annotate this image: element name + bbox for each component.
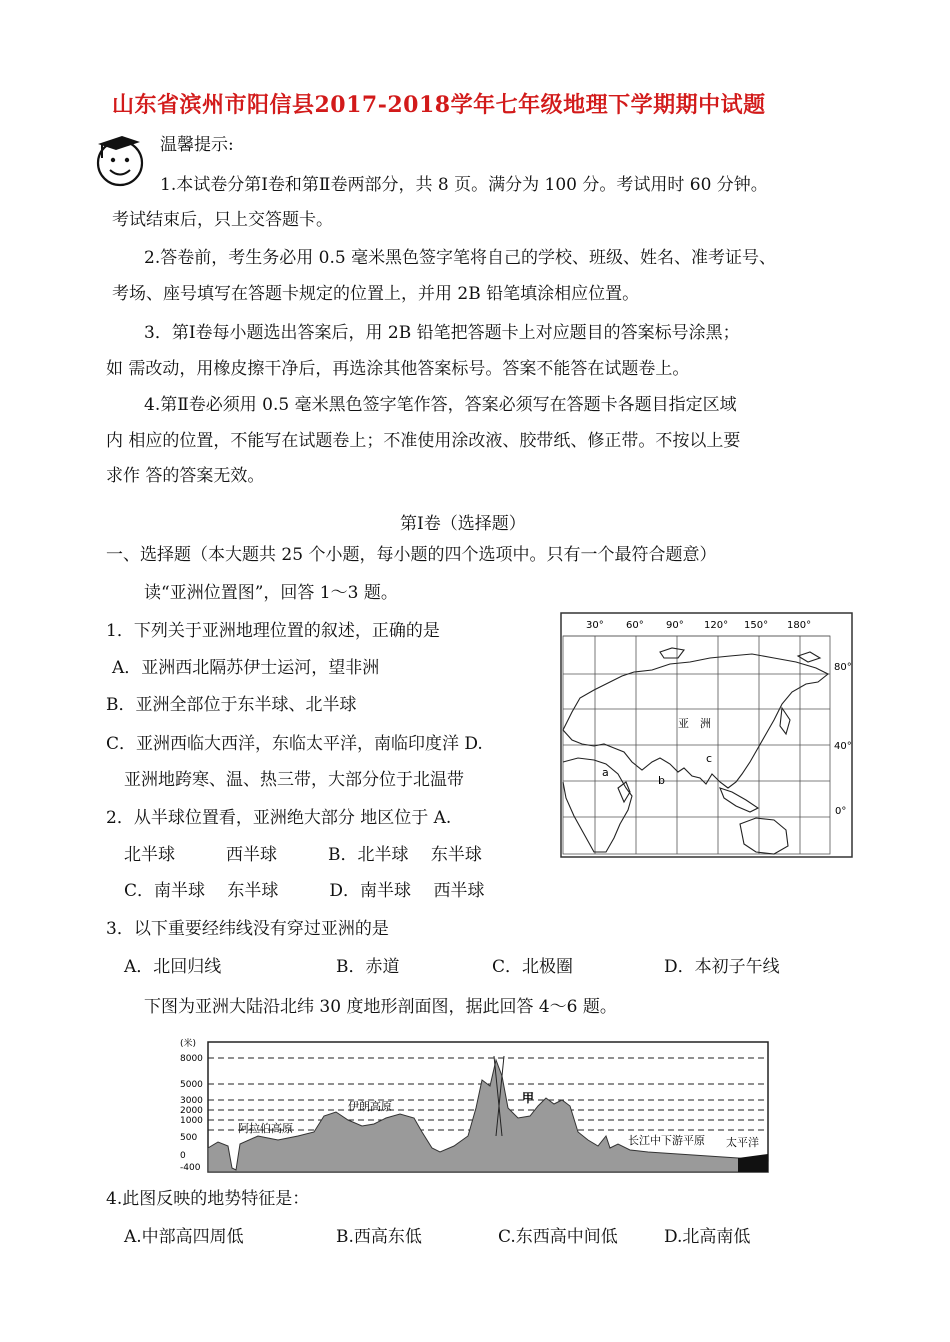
profile-label: 甲	[522, 1091, 535, 1105]
section-intro: 一、选择题（本大题共 25 个小题，每小题的四个选项中。只有一个最符合题意）	[106, 545, 717, 565]
map-letter: b	[658, 774, 665, 787]
lat-label: 80°	[834, 662, 852, 673]
tips-line: 考场、座号填写在答题卡规定的位置上，并用 2B 铅笔填涂相应位置。	[112, 284, 640, 304]
tips-line: 3．第Ⅰ卷每小题选出答案后，用 2B 铅笔把答题卡上对应题目的答案标号涂黑；	[144, 323, 740, 343]
lon-label: 30°	[586, 620, 604, 631]
profile-tick: 0	[180, 1151, 186, 1161]
q1-option: C．亚洲西临大西洋，东临太平洋，南临印度洋 D.	[106, 734, 483, 754]
q3-option-c: C．北极圈	[492, 957, 574, 977]
terrain-profile-figure	[178, 1036, 770, 1174]
profile-tick: 500	[180, 1133, 198, 1143]
read-map-prompt: 读“亚洲位置图”，回答 1～3 题。	[144, 583, 398, 603]
section-heading: 第Ⅰ卷（选择题）	[400, 514, 526, 534]
q1-option: A．亚洲西北隔苏伊士运河，望非洲	[112, 658, 380, 678]
q2-stem: 2．从半球位置看，亚洲绝大部分 地区位于 A.	[106, 808, 452, 828]
map-letter: a	[602, 766, 609, 779]
q1-option: 亚洲地跨寒、温、热三带，大部分位于北温带	[124, 770, 464, 790]
smiley-icon	[88, 130, 150, 188]
q4-option-a: A.中部高四周低	[124, 1227, 244, 1247]
lat-label: 40°	[834, 741, 852, 752]
q1-option: B．亚洲全部位于东半球、北半球	[106, 695, 357, 715]
profile-label: 长江中下游平原	[628, 1134, 705, 1147]
q1-stem: 1．下列关于亚洲地理位置的叙述，正确的是	[106, 621, 440, 641]
tips-line: 2.答卷前，考生务必用 0.5 毫米黑色签字笔将自己的学校、班级、姓名、准考证号、	[144, 248, 777, 268]
map-letter: c	[706, 752, 713, 765]
q3-stem: 3．以下重要经纬线没有穿过亚洲的是	[106, 919, 389, 939]
q4-option-b: B.西高东低	[336, 1227, 422, 1247]
tips-line: 内 相应的位置，不能写在试题卷上；不准使用涂改液、胶带纸、修正带。不按以上要	[106, 431, 741, 451]
lat-label: 0°	[835, 806, 847, 817]
q2-options: 北半球 西半球 B．北半球 东半球	[124, 845, 482, 865]
profile-tick: 5000	[180, 1080, 203, 1090]
q3-option-b: B．赤道	[336, 957, 400, 977]
profile-label: 伊朗高原	[348, 1100, 392, 1113]
tips-line: 如 需改动，用橡皮擦干净后，再选涂其他答案标号。答案不能答在试题卷上。	[106, 359, 690, 379]
q4-stem: 4.此图反映的地势特征是：	[106, 1189, 310, 1209]
tips-heading: 温馨提示:	[160, 135, 234, 155]
page-title: 山东省滨州市阳信县2017-2018学年七年级地理下学期期中试题	[112, 92, 766, 118]
tips-line: 4.第Ⅱ卷必须用 0.5 毫米黑色签字笔作答，答案必须写在答题卡各题目指定区域	[144, 395, 737, 415]
lon-label: 150°	[744, 620, 769, 631]
asia-location-map	[560, 612, 853, 858]
region-label: 亚 洲	[678, 717, 711, 730]
q4-option-d: D.北高南低	[664, 1227, 751, 1247]
lon-label: 120°	[704, 620, 729, 631]
profile-intro: 下图为亚洲大陆沿北纬 30 度地形剖面图，据此回答 4～6 题。	[144, 997, 617, 1017]
lon-label: 180°	[787, 620, 812, 631]
lon-label: 90°	[666, 620, 684, 631]
tips-line: 考试结束后，只上交答题卡。	[112, 210, 333, 230]
q3-option-d: D．本初子午线	[664, 957, 780, 977]
profile-unit: (米)	[180, 1039, 197, 1049]
profile-label: 阿拉伯高原	[238, 1122, 293, 1135]
q4-option-c: C.东西高中间低	[498, 1227, 618, 1247]
lon-label: 60°	[626, 620, 644, 631]
terrain-silhouette	[208, 1060, 768, 1172]
q2-options: C．南半球 东半球 D．南半球 西半球	[124, 881, 485, 901]
profile-tick: 8000	[180, 1054, 203, 1064]
profile-tick: 1000	[180, 1116, 203, 1126]
pacific-shading	[738, 1154, 768, 1172]
profile-tick: -400	[180, 1163, 201, 1173]
profile-label: 太平洋	[726, 1136, 759, 1149]
tips-line: 1.本试卷分第Ⅰ卷和第Ⅱ卷两部分，共 8 页。满分为 100 分。考试用时 60 分钟。	[160, 175, 768, 195]
tips-line: 求作 答的答案无效。	[106, 466, 265, 486]
profile-tick: 2000	[180, 1106, 203, 1116]
profile-tick: 3000	[180, 1096, 203, 1106]
q3-option-a: A．北回归线	[124, 957, 222, 977]
